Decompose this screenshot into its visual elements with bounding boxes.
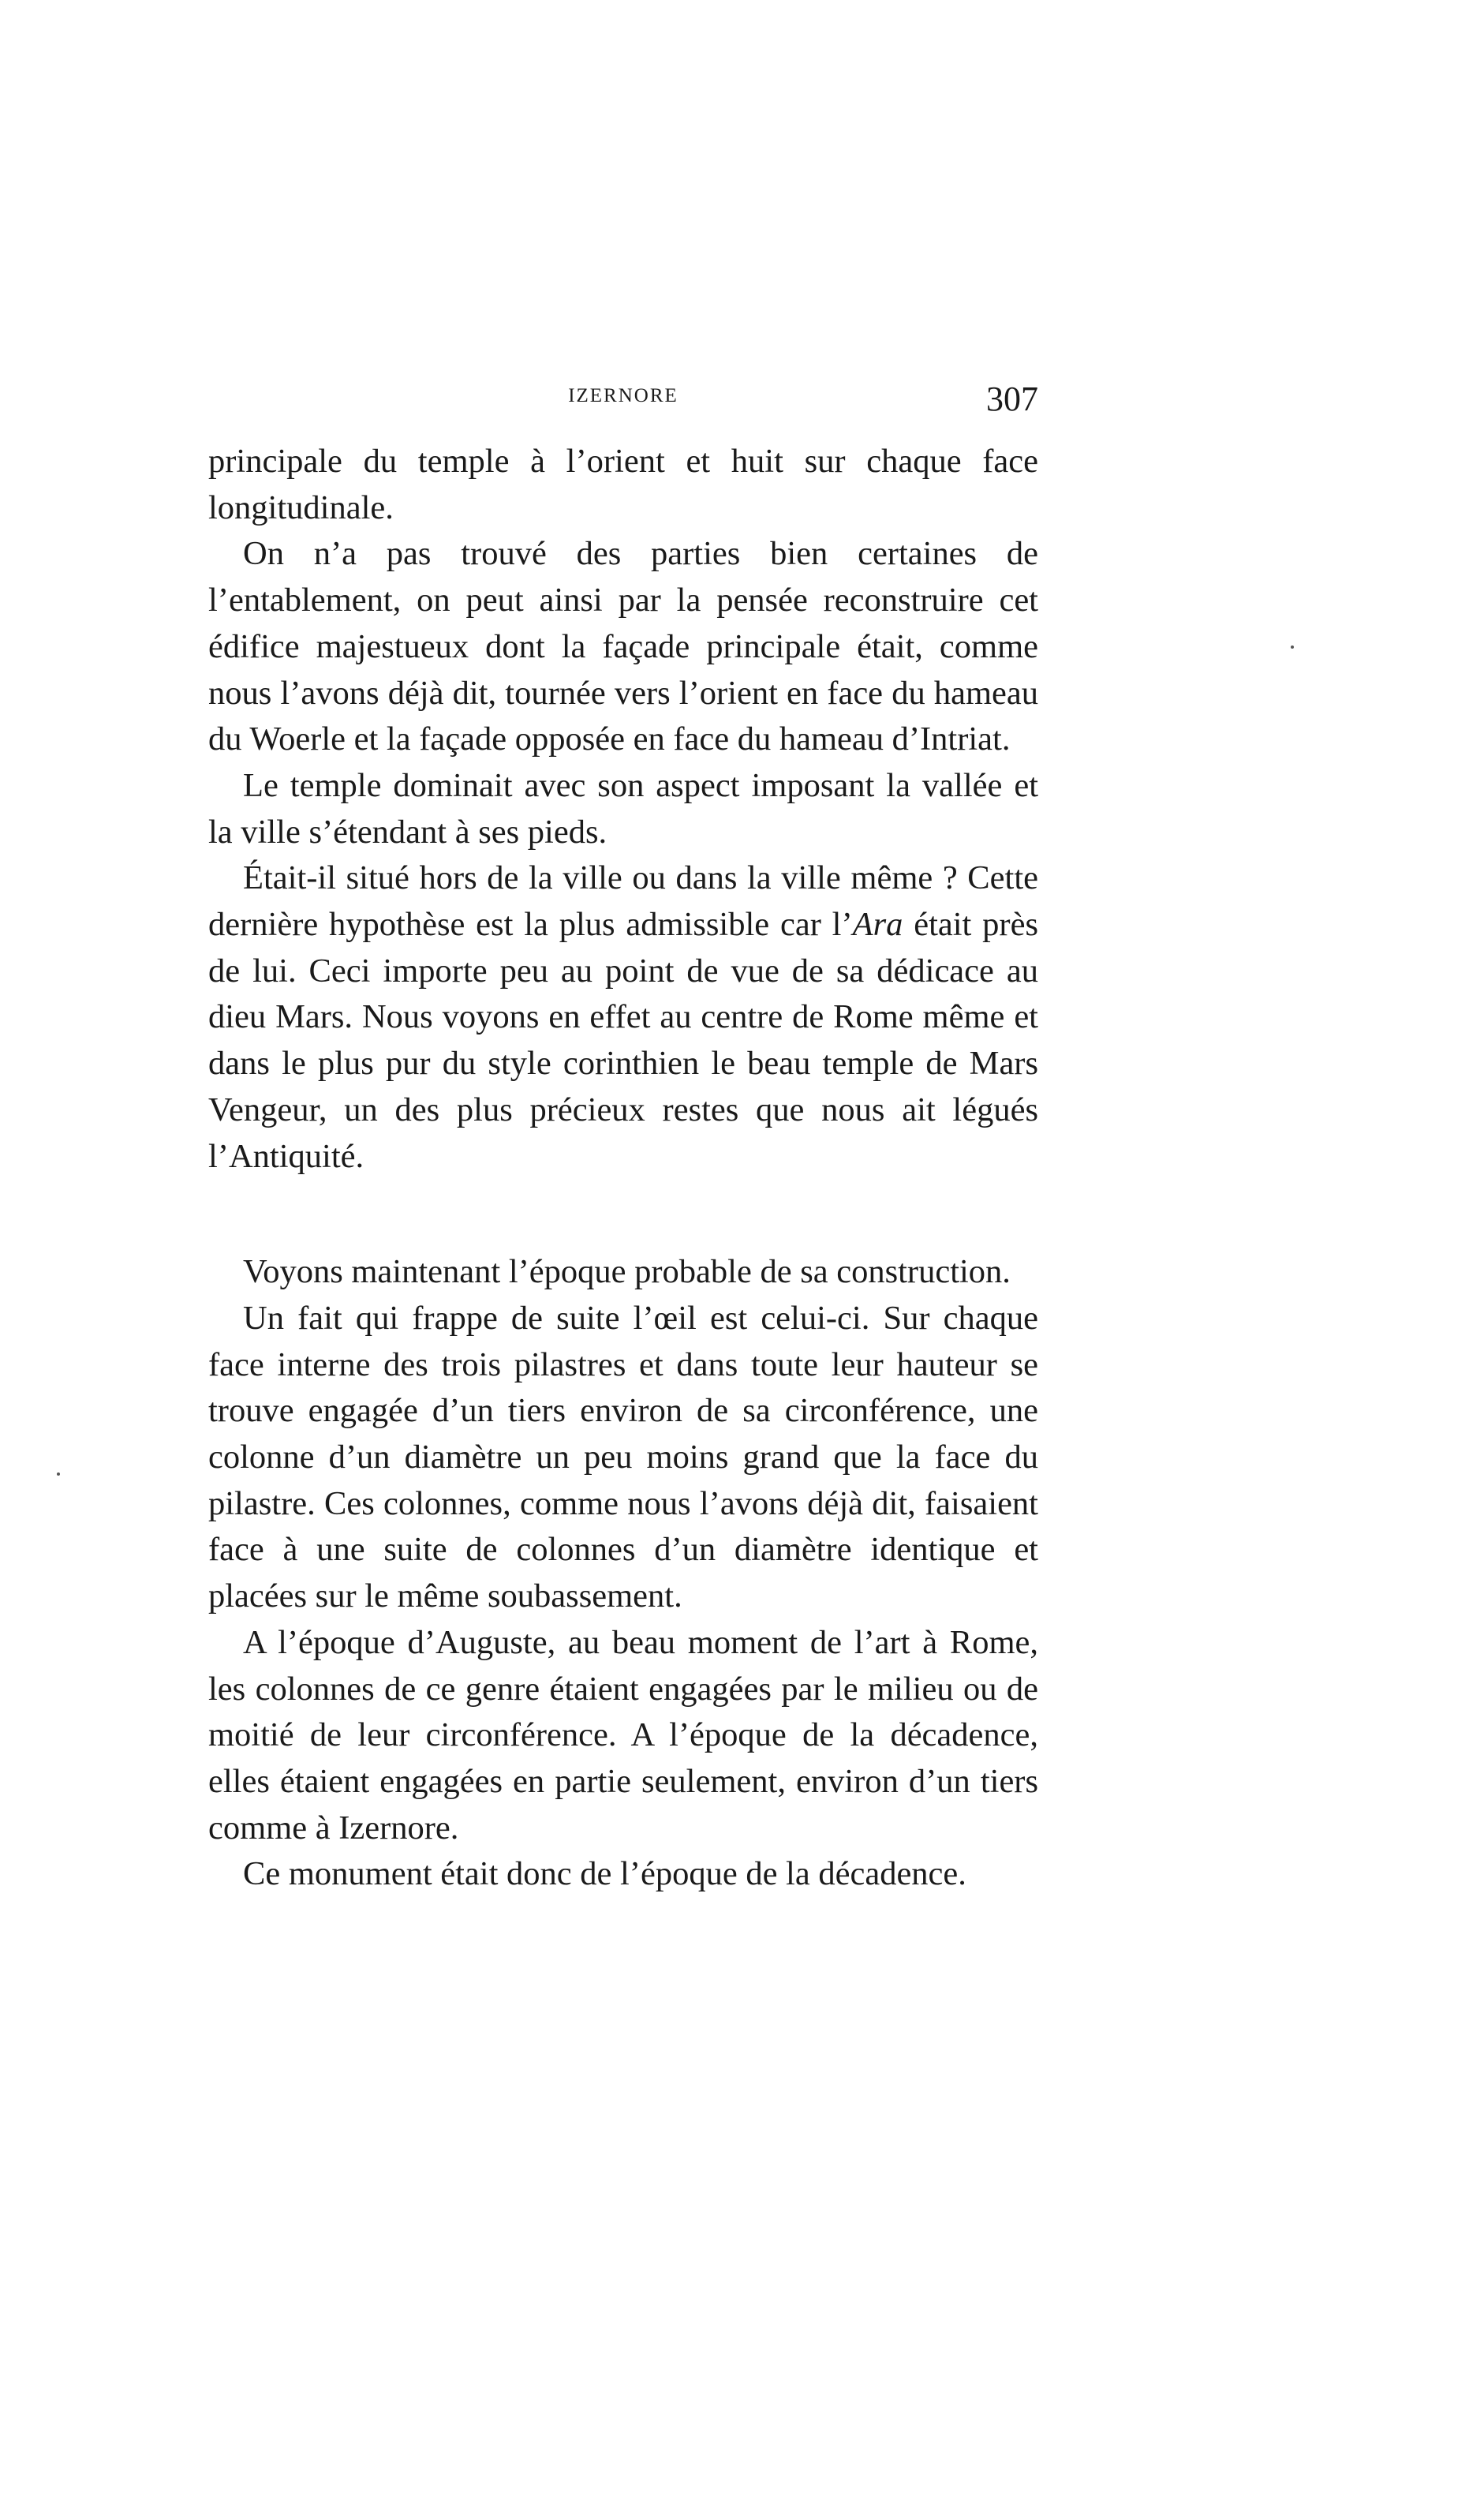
paragraph-entablement: On n’a pas trouvé des parties bien certaines de l’entablement, on peut ainsi par la pensée reconstruire cet édifice majestueux dont la façade principale était, comme nous l’avons déjà dit, tournée vers l’orient en face du hameau du Woerle et la façade opposée en face du hameau d’Intriat. (208, 535, 1038, 758)
paper-speck (1291, 645, 1294, 649)
section-break (208, 1180, 1038, 1249)
paragraph-temple-location (208, 855, 1038, 1180)
running-head (208, 379, 1038, 426)
paragraph-text-part: Était-il situé hors de la ville ou dans la ville même ? Cette dernière hypothèse est la plus admissible car l’ (208, 859, 1038, 944)
paragraph-engaged-columns: Un fait qui frappe de suite l’œil est celui-ci. Sur chaque face interne des trois pilastres et dans toute leur hauteur se trouve engagée d’un tiers environ de sa circonférence, une colonne d’un diamètre un peu moins grand que la face du pilastre. Ces colonnes, comme nous l’avons déjà dit, faisaient face à une suite de colonnes d’un diamètre identique et placées sur le même soubassement. (208, 1299, 1038, 1615)
paragraph-conclusion: Ce monument était donc de l’époque de la décadence. (243, 1855, 966, 1893)
paragraph-construction-period: Voyons maintenant l’époque probable de sa construction. (243, 1253, 1011, 1291)
paragraph-continued: principale du temple à l’orient et huit sur chaque face longitudinale. (208, 443, 1038, 526)
italic-term-ara: Ara (852, 906, 903, 944)
paragraph-temple-dominance: Le temple dominait avec son aspect imposant la vallée et la ville s’étendant à ses pieds. (208, 766, 1038, 851)
paragraph-augustan-period: A l’époque d’Auguste, au beau moment de l’art à Rome, les colonnes de ce genre étaient engagées par le milieu ou de moitié de leur circonférence. A l’époque de la décadence, elles étaient engagées en partie seulement, environ d’un tiers comme à Izernore. (208, 1623, 1038, 1847)
running-title: IZERNORE (568, 385, 678, 406)
paragraph-text-part: était près de lui. Ceci importe peu au point de vue de sa dédicace au dieu Mars. Nous voyons en effet au centre de Rome même et dans le plus pur du style corinthien le beau temple de Mars Vengeur, un des plus précieux restes que nous ait légués l’Antiquité. (208, 906, 1038, 1175)
body-text (208, 439, 1038, 1898)
page-number: 307 (986, 380, 1038, 418)
paper-speck (57, 1472, 60, 1476)
